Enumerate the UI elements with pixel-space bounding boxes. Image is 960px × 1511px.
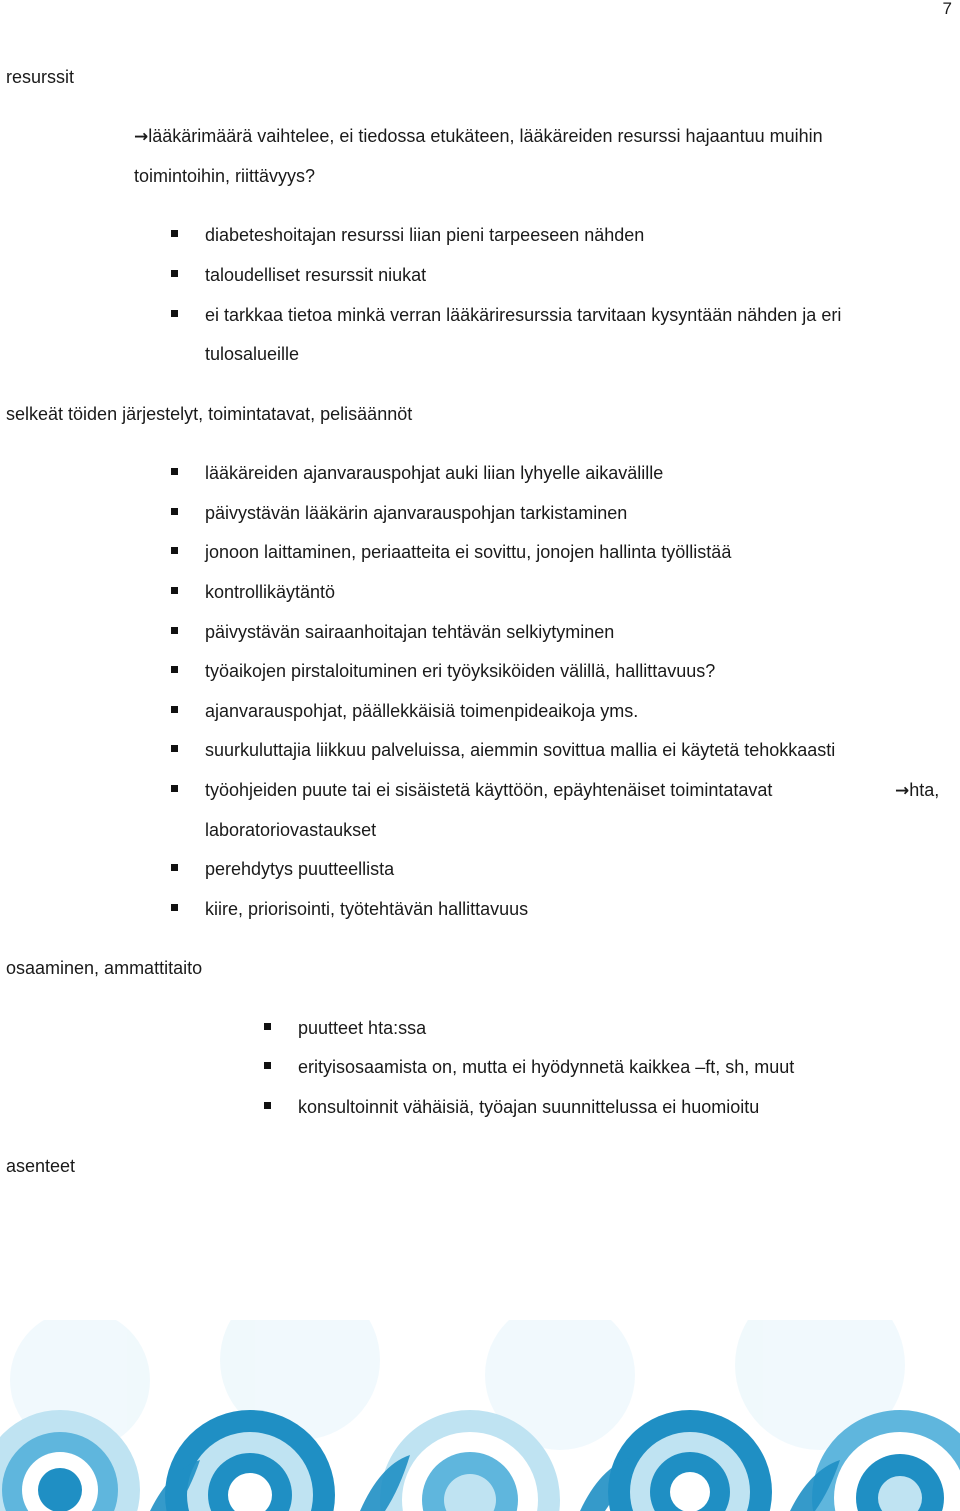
list-item-text: ajanvarauspohjat, päällekkäisiä toimenpideaikoja yms. [205, 701, 639, 721]
square-bullet-icon [171, 508, 178, 515]
list-item-text: ei tarkkaa tietoa minkä verran lääkäriresurssia tarvitaan kysyntään nähden ja eri [205, 305, 842, 325]
square-bullet-icon [171, 627, 178, 634]
list-item-text-line [205, 781, 953, 799]
square-bullet-icon [171, 745, 178, 752]
arrow-line-text-wrap [134, 127, 823, 146]
list-item-text: päivystävän lääkärin ajanvarauspohjan tarkistaminen [205, 503, 628, 523]
list-item-text: työaikojen pirstaloituminen eri työyksiköiden välillä, hallittavuus? [205, 661, 716, 681]
square-bullet-icon [171, 230, 178, 237]
arrow-line-1-text: lääkärimäärä vaihtelee, ei tiedossa etukäteen, lääkäreiden resurssi hajaantuu muihin [148, 126, 823, 146]
square-bullet-icon [171, 270, 178, 277]
list-item-text: puutteet hta:ssa [298, 1018, 427, 1038]
square-bullet-icon [171, 547, 178, 554]
list-item-text: kontrollikäytäntö [205, 582, 336, 602]
square-bullet-icon [171, 904, 178, 911]
section-heading-osaaminen: osaaminen, ammattitaito [6, 958, 203, 978]
list-item-text: perehdytys puutteellista [205, 859, 395, 879]
list-item-text: tulosalueille [205, 344, 300, 364]
square-bullet-icon [171, 587, 178, 594]
swirl-pattern-graphic [0, 1320, 960, 1511]
right-arrow-icon: → [895, 781, 910, 801]
right-arrow-icon: → [134, 127, 149, 147]
list-item-text: taloudelliset resurssit niukat [205, 265, 427, 285]
list-item-text: erityisosaamista on, mutta ei hyödynnetä kaikkea –ft, sh, muut [298, 1057, 795, 1077]
page-number: 7 [942, 0, 952, 18]
arrow-paragraph-line-1 [134, 127, 952, 146]
decorative-footer-waves [0, 1320, 960, 1511]
list-item-text: lääkäreiden ajanvarauspohjat auki liian lyhyelle aikavälille [205, 463, 664, 483]
list-item-text-tail: hta, [909, 780, 940, 800]
list-item-arrow-wrap [895, 781, 939, 800]
list-item-text: konsultoinnit vähäisiä, työajan suunnittelussa ei huomioitu [298, 1097, 760, 1117]
square-bullet-icon [171, 864, 178, 871]
square-bullet-icon [171, 310, 178, 317]
list-item-text: suurkuluttajia liikkuu palveluissa, aiemmin sovittua mallia ei käytetä tehokkaasti [205, 740, 836, 760]
list-item-text: diabeteshoitajan resurssi liian pieni tarpeeseen nähden [205, 225, 645, 245]
square-bullet-icon [264, 1102, 271, 1109]
list-item-text: kiire, priorisointi, työtehtävän hallittavuus [205, 899, 529, 919]
arrow-paragraph-line-2: toimintoihin, riittävyys? [134, 166, 316, 186]
section-heading-asenteet: asenteet [6, 1156, 76, 1176]
square-bullet-icon [171, 785, 178, 792]
square-bullet-icon [171, 666, 178, 673]
square-bullet-icon [264, 1062, 271, 1069]
list-item-text: laboratoriovastaukset [205, 820, 377, 840]
square-bullet-icon [171, 468, 178, 475]
section-heading-resurssit: resurssit [6, 67, 75, 87]
list-item-text: päivystävän sairaanhoitajan tehtävän selkiytyminen [205, 622, 615, 642]
list-item-text: jonoon laittaminen, periaatteita ei sovittu, jonojen hallinta työllistää [205, 542, 732, 562]
square-bullet-icon [264, 1023, 271, 1030]
list-item-text: työohjeiden puute tai ei sisäistetä käyttöön, epäyhtenäiset toimintatavat [205, 780, 773, 800]
square-bullet-icon [171, 706, 178, 713]
section-heading-selkeat: selkeät töiden järjestelyt, toimintatavat, pelisäännöt [6, 404, 413, 424]
